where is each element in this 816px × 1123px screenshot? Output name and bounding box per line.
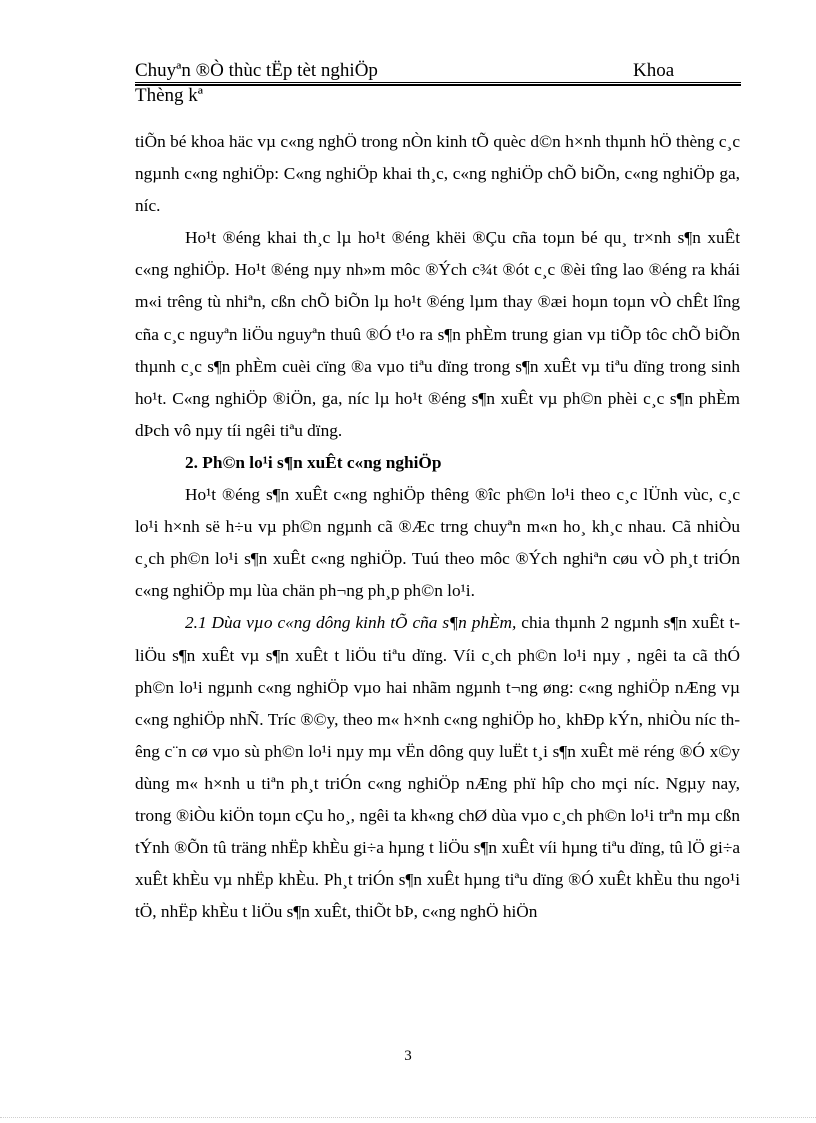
- paragraph-2: Ho¹t ®éng khai th¸c lµ ho¹t ®éng khëi ®Çu cña toµn bé qu¸ tr×nh s¶n xuÊt c«ng nghiÖp. Ho¹t ®éng nµy nh»m môc ®Ých c¾t ®ót c¸c ®èi tîng lao ®éng ra khái m«i trêng tù nhiªn, cßn chÕ biÕn lµ ho¹t ®éng lµm thay ®æi hoµn toµn vÒ chÊt lîng cña c¸c nguyªn liÖu nguyªn thuû ®Ó t¹o ra s¶n phÈm trung gian vµ tiÕp tôc chÕ biÕn thµnh c¸c s¶n phÈm cuèi cïng ®a vµo tiªu dïng trong s¶n xuÊt vµ tiªu dïng trong sinh ho¹t. C«ng nghiÖp ®iÖn, ga, níc lµ ho¹t ®éng s¶n xuÊt vµ ph©n phèi c¸c s¶n phÈm dÞch vô nµy tíi ngêi tiªu dïng.: [135, 228, 740, 440]
- page-number: 3: [404, 1048, 412, 1064]
- header-rule-thick: [135, 84, 741, 86]
- paragraph-4-italic-lead: 2.1 Dùa vµo c«ng dông kinh tÕ cña s¶n phÈm,: [185, 613, 517, 633]
- section-heading: 2. Ph©n lo¹i s¶n xuÊt c«ng nghiÖp: [185, 452, 442, 472]
- page-bottom-border: [0, 1117, 816, 1118]
- header-title: Chuyªn ®Ò thùc tËp tèt nghiÖp: [135, 60, 378, 81]
- header-department-continued: Thèng kª: [135, 85, 204, 106]
- paragraph-4: [135, 607, 740, 928]
- body-text: [135, 126, 740, 928]
- paragraph-3: Ho¹t ®éng s¶n xuÊt c«ng nghiÖp thêng ®îc ph©n lo¹i theo c¸c lÜnh vùc, c¸c lo¹i h×nh së h÷u vµ ph©n ngµnh cã ®Æc trng chuyªn m«n ho¸ kh¸c nhau. Cã nhiÒu c¸ch ph©n lo¹i s¶n xuÊt c«ng nghiÖp. Tuú theo môc ®Ých nghiªn cøu vÒ ph¸t triÓn c«ng nghiÖp mµ lùa chän ph¬ng ph¸p ph©n lo¹i.: [135, 485, 740, 601]
- paragraph-4-text: chia thµnh 2 ngµnh s¶n xuÊt t liÖu s¶n xuÊt vµ s¶n xuÊt t liÖu tiªu dïng. Víi c¸ch ph©n lo¹i nµy , ngêi ta cã thÓ ph©n lo¹i ngµnh c«ng nghiÖp vµo hai nhãm ngµnh t¬ng øng: c«ng nghiÖp nÆng vµ c«ng nghiÖp nhÑ. Tríc ®©y, theo m« h×nh c«ng nghiÖp ho¸ khÐp kÝn, nhiÒu níc thêng c¨n cø vµo sù ph©n lo¹i nµy mµ vËn dông quy luËt t¸i s¶n xuÊt më réng ®Ó x©y dùng m« h×nh u tiªn ph¸t triÓn c«ng nghiÖp nÆng phï hîp cho mçi níc. Ngµy nay, trong ®iÒu kiÖn toµn cÇu ho¸, ngêi ta kh«ng chØ dùa vµo c¸ch ph©n lo¹i trªn mµ cßn tÝnh ®Õn tû träng nhËp khÈu gi÷a hµng t liÖu s¶n xuÊt víi hµng tiªu dïng, tû lÖ gi÷a xuÊt khÈu vµ nhËp khÈu. Ph¸t triÓn s¶n xuÊt hµng tiªu dïng ®Ó xuÊt khÈu thu ngo¹i tÖ, nhËp khÈu t liÖu s¶n xuÊt, thiÕt bÞ, c«ng nghÖ hiÖn: [135, 613, 740, 922]
- header-department: Khoa: [633, 60, 675, 81]
- header-rule-thin: [135, 82, 741, 83]
- paragraph-1: tiÕn bé khoa häc vµ c«ng nghÖ trong nÒn kinh tÕ quèc d©n h×nh thµnh hÖ thèng c¸c ngµnh c«ng nghiÖp: C«ng nghiÖp khai th¸c, c«ng nghiÖp chÕ biÕn, c«ng nghiÖp ga, níc.: [135, 132, 740, 216]
